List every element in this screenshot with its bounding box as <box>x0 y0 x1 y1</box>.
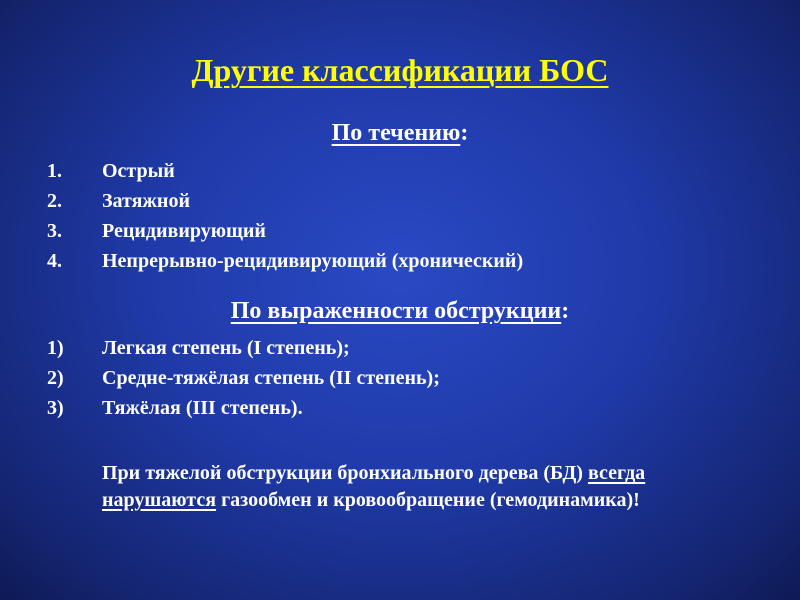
severity-heading-text: По выраженности обструкции <box>230 298 562 324</box>
list-marker: 2. <box>47 190 62 212</box>
note-emphasis: всегда нарушаются <box>102 462 646 511</box>
course-heading-colon: : <box>460 120 469 146</box>
list-marker: 3) <box>47 397 64 419</box>
note-part-2: газообмен и кровообращение (гемодинамика)! <box>216 489 640 511</box>
list-item-text: Легкая степень (I степень); <box>102 337 350 359</box>
severity-section-heading <box>0 298 800 325</box>
list-item-text: Рецидивирующий <box>102 220 266 242</box>
course-section-heading <box>0 120 800 147</box>
list-marker: 1) <box>47 337 64 359</box>
list-item <box>0 156 800 186</box>
list-marker: 2) <box>47 367 64 389</box>
course-heading-text: По течению <box>331 120 461 146</box>
list-marker: 1. <box>47 160 62 182</box>
list-item <box>0 363 800 393</box>
list-marker: 3. <box>47 220 62 242</box>
severity-heading-colon: : <box>561 298 570 324</box>
list-item-text: Средне-тяжёлая степень (II степень); <box>102 367 440 389</box>
list-item <box>0 216 800 246</box>
list-item <box>0 186 800 216</box>
list-item <box>0 246 800 276</box>
clinical-note <box>102 460 762 514</box>
list-marker: 4. <box>47 250 62 272</box>
list-item <box>0 393 800 423</box>
list-item-text: Острый <box>102 160 175 182</box>
list-item-text: Непрерывно-рецидивирующий (хронический) <box>102 250 524 272</box>
note-part-1: При тяжелой обструкции бронхиального дерева (БД) <box>102 462 588 484</box>
list-item-text: Тяжёлая (III степень). <box>102 397 303 419</box>
severity-list <box>0 333 800 423</box>
list-item-text: Затяжной <box>102 190 190 212</box>
list-item <box>0 333 800 363</box>
slide-title: Другие классификации БОС <box>191 52 609 88</box>
course-list <box>0 156 800 276</box>
